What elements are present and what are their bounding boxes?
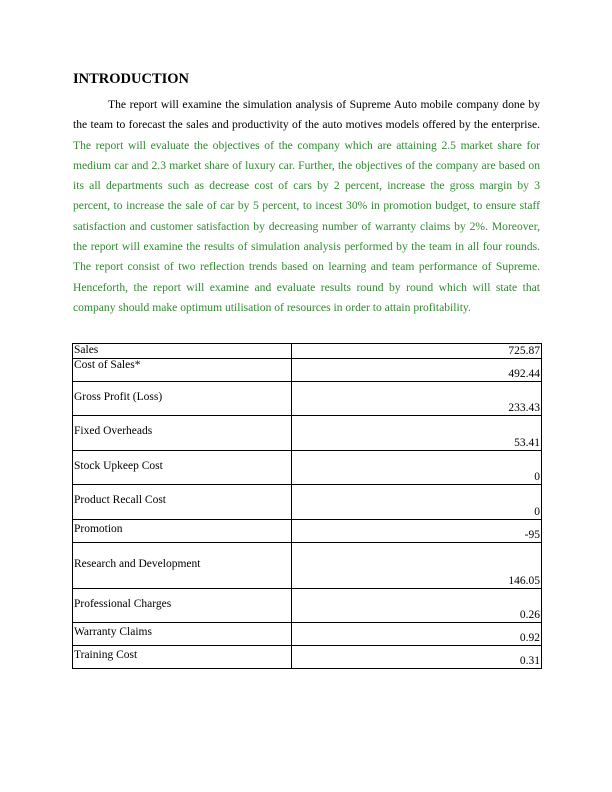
row-value: 492.44 [292, 359, 542, 382]
table-row [73, 520, 542, 543]
row-label: Gross Profit (Loss) [73, 382, 292, 416]
table-row [73, 344, 542, 359]
section-heading: INTRODUCTION [73, 71, 190, 87]
row-value: 0.31 [292, 646, 542, 669]
row-value: 0 [292, 451, 542, 485]
row-label: Fixed Overheads [73, 416, 292, 451]
financial-table [72, 343, 542, 669]
row-value: -95 [292, 520, 542, 543]
row-label: Promotion [73, 520, 292, 543]
intro-text-green: The report will evaluate the objectives of the company which are attaining 2.5 market share for medium car and 2.3 market share of luxury car. Further, the objectives of the company are based on its all departments such as decrease cost of cars by 2 percent, increase the gross margin by 3 percent, to increase the sale of car by 5 percent, to incest 30% in promotion budget, to ensure staff satisfaction and customer satisfaction by decreasing number of warranty claims by 2%. Moreover, the report will examine the results of simulation analysis performed by the team in all four rounds. The report consist of two reflection trends based on learning and team performance of Supreme. Henceforth, the report will examine and evaluate results round by round which will state that company should make optimum utilisation of resources in order to attain profitability. [73, 138, 540, 314]
row-label: Warranty Claims [73, 623, 292, 646]
row-value: 0.92 [292, 623, 542, 646]
row-value: 146.05 [292, 543, 542, 589]
table-row [73, 589, 542, 623]
table-row [73, 359, 542, 382]
row-value: 233.43 [292, 382, 542, 416]
intro-paragraph [73, 95, 540, 318]
row-label: Sales [73, 344, 292, 359]
row-value: 0 [292, 485, 542, 520]
table-row [73, 416, 542, 451]
row-label: Product Recall Cost [73, 485, 292, 520]
table-row [73, 623, 542, 646]
row-label: Training Cost [73, 646, 292, 669]
table-row [73, 382, 542, 416]
row-label: Research and Development [73, 543, 292, 589]
table-row [73, 646, 542, 669]
intro-text-black: The report will examine the simulation analysis of Supreme Auto mobile company done by the team to forecast the sales and productivity of the auto motives models offered by the enterprise. [73, 98, 540, 132]
table-row [73, 543, 542, 589]
row-value: 725.87 [292, 344, 542, 359]
row-value: 0.26 [292, 589, 542, 623]
table-row [73, 451, 542, 485]
row-value: 53.41 [292, 416, 542, 451]
row-label: Professional Charges [73, 589, 292, 623]
row-label: Stock Upkeep Cost [73, 451, 292, 485]
row-label: Cost of Sales* [73, 359, 292, 382]
table-row [73, 485, 542, 520]
